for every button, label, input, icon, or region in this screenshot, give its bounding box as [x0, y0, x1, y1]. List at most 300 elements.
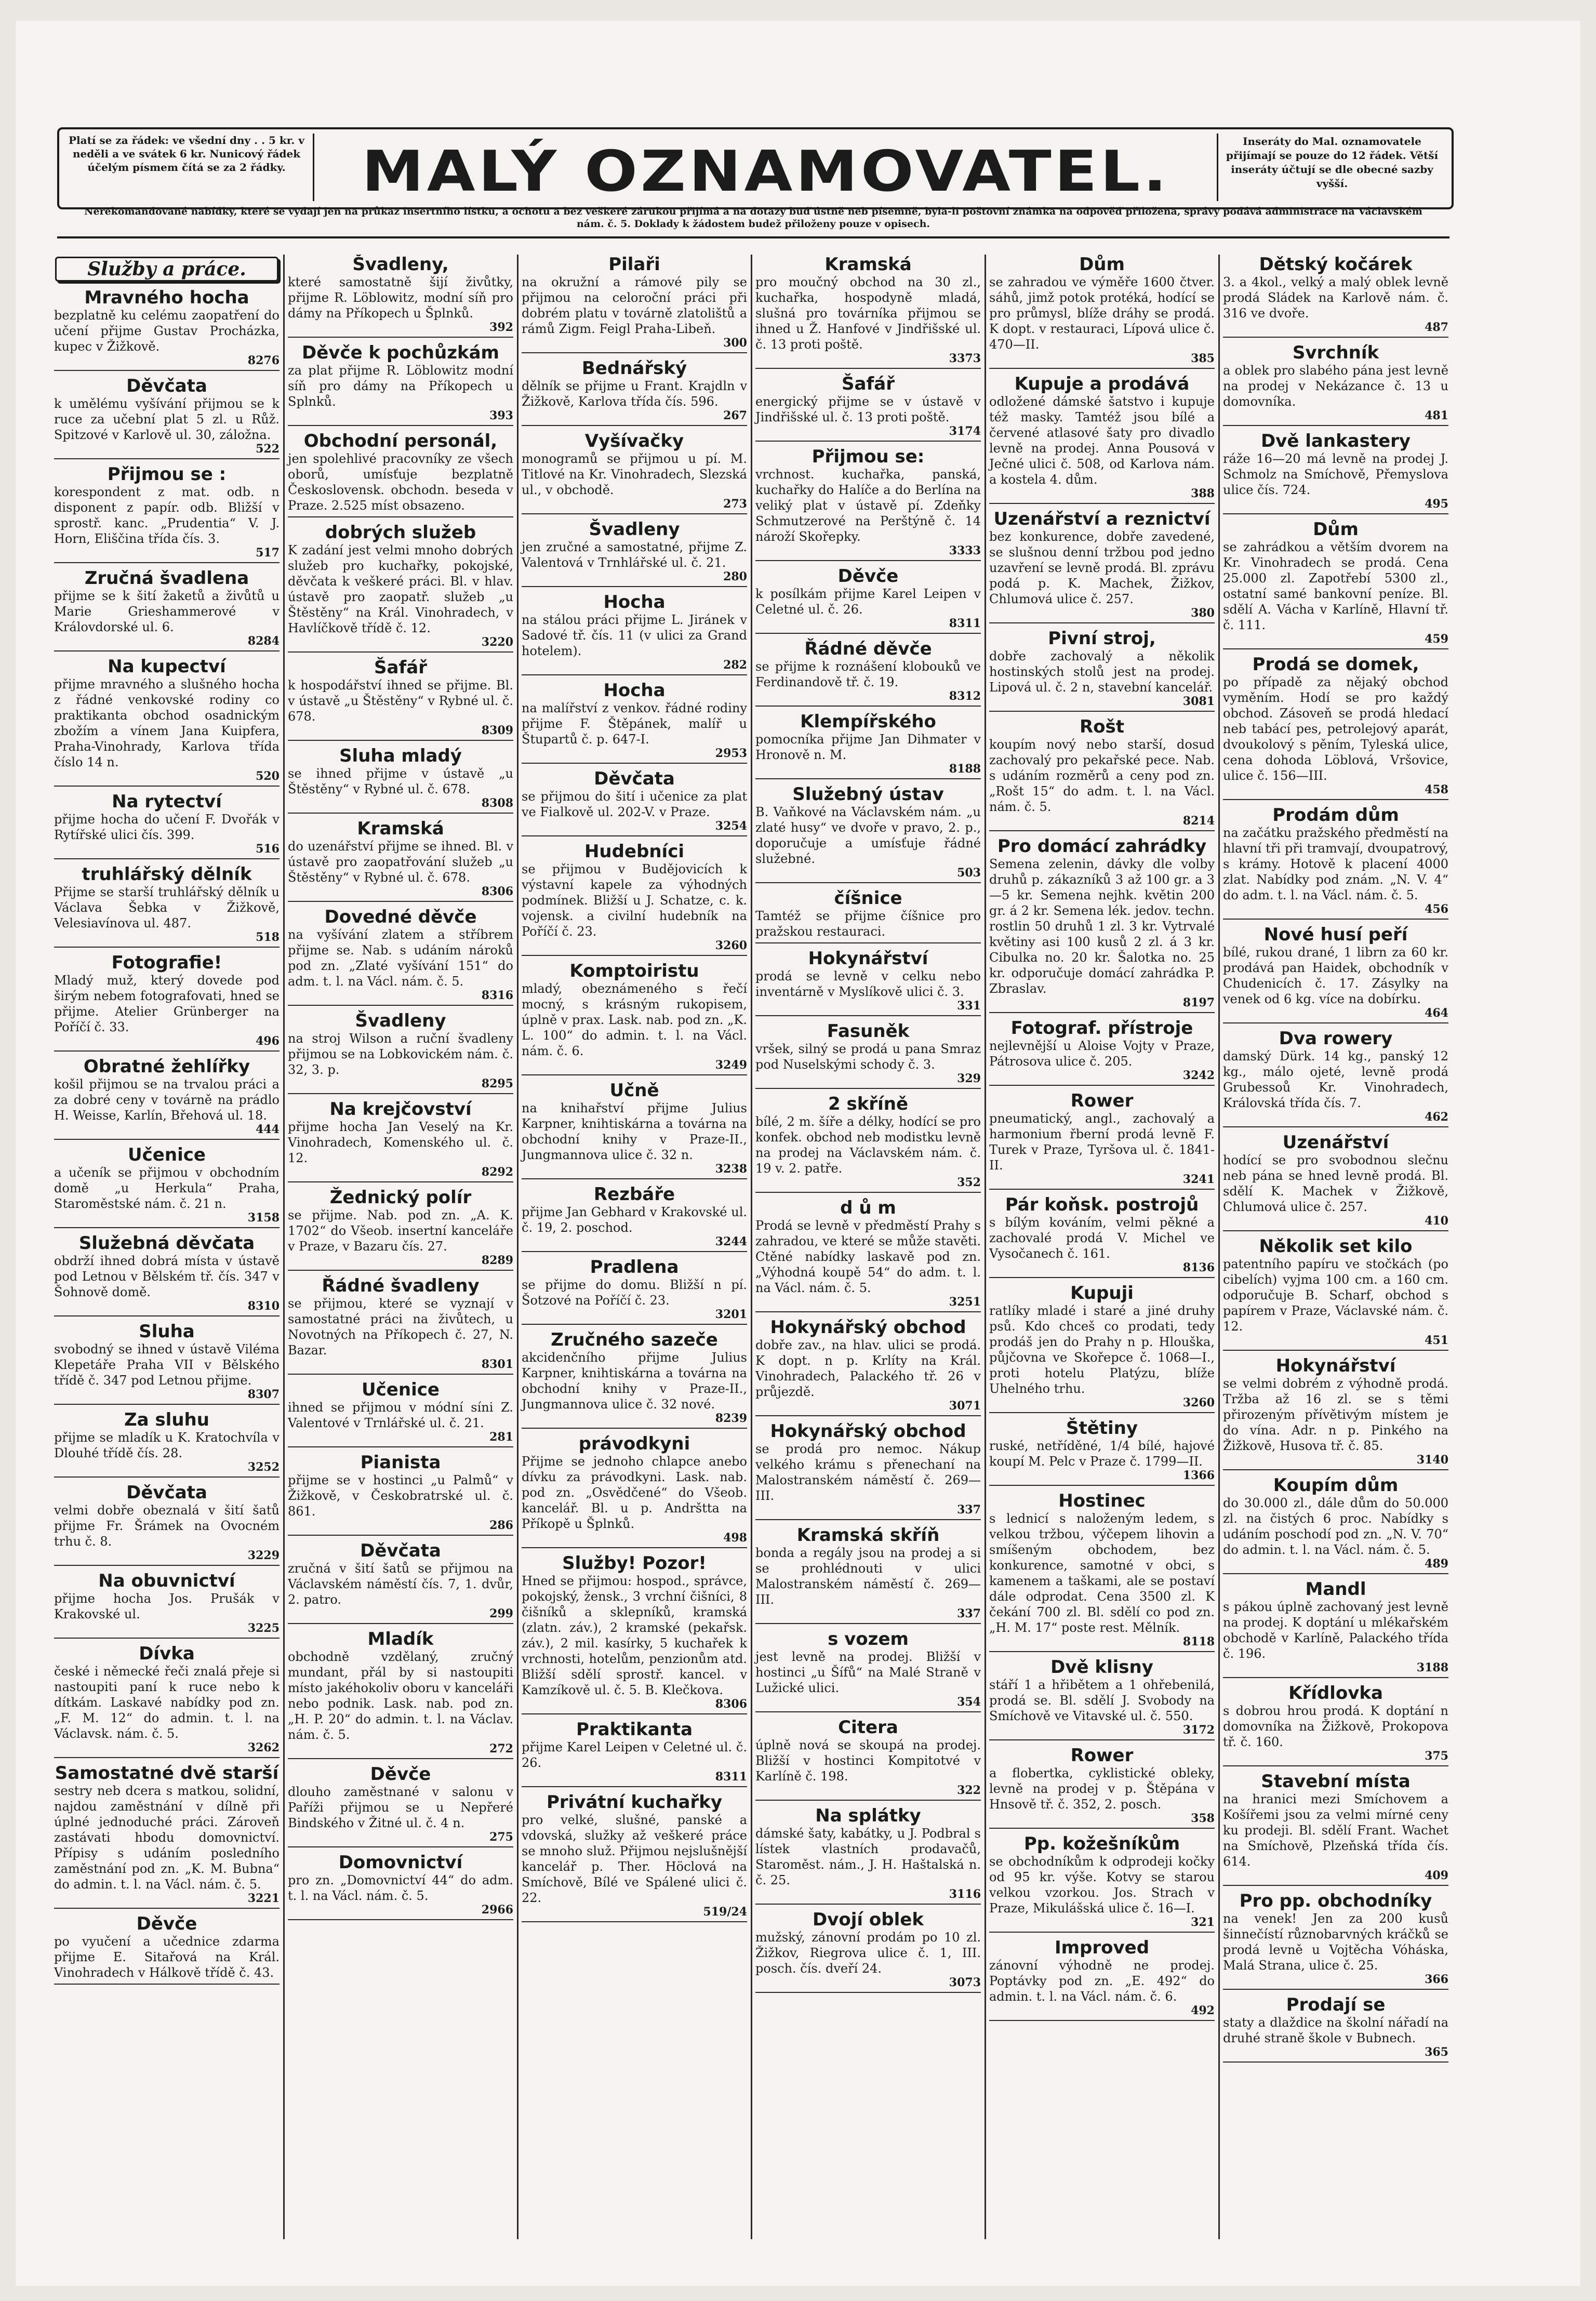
ad-body: jen spolehlivé pracovníky ze všech oborů, umísťuje bezplatně Československ. obchodn. beseda v Praze. 2.525 míst obsazeno. [288, 451, 513, 513]
ad-heading: Vyšívačky [584, 431, 684, 451]
classified-ad [288, 1011, 513, 1094]
ad-body: přijme Karel Leipen v Celetné ul. č. 26. [522, 1740, 747, 1770]
ad-heading: Na obuvnictví [98, 1571, 235, 1591]
ad-heading: Děvče [370, 1764, 431, 1785]
ad-number: 8214 [1182, 814, 1215, 828]
ad-heading: Řádné děvče [804, 639, 932, 659]
ad-number: 3071 [949, 1399, 981, 1413]
ad-heading: Hokynářský obchod [770, 1317, 966, 1338]
ad-heading: číšnice [834, 888, 902, 909]
classified-ad [288, 658, 513, 741]
ad-body: monogramů se přijmou u pí. M. Titlové na Kr. Vinohradech, Slezská ul., v obchodě. [522, 451, 747, 497]
ad-body: k posílkám přijme Karel Leipen v Celetné ul. č. 26. [755, 587, 981, 617]
ad-heading: Dětský kočárek [1259, 255, 1413, 275]
classified-ad [1223, 431, 1448, 514]
ad-heading: Dívka [139, 1643, 195, 1664]
classified-ad [1223, 255, 1448, 338]
classified-ad [1223, 1772, 1448, 1886]
ad-body: svobodný se ihned v ústavě Viléma Klepetáře Praha VII v Bělského třídě č. 347 pod Letnou přijme. [54, 1342, 280, 1388]
ad-body: Hned se přijmou: hospod., správce, pokojský, žensk., 3 vrchní čišníci, 8 čišníků a sklepníků, kramská (zlatn. záv.), 2 kramské (pekařsk. záv.), 2 mil. kasírky, 5 kuchařek k vrchnosti, hotelům, penzionům atd. Bližší sdělí sprostř. kancel. v Kamzíkově ul. č. 5. B. Klečkova. [522, 1574, 747, 1697]
ad-heading: Pp. kožešníkům [1023, 1833, 1180, 1854]
ad-number: 8311 [949, 617, 981, 630]
ad-heading: Pivní stroj, [1048, 628, 1156, 649]
ad-number: 8306 [481, 885, 513, 898]
ad-heading: Privátní kuchařky [546, 1792, 723, 1813]
classified-ad [989, 509, 1215, 623]
ad-number: 8292 [481, 1165, 513, 1179]
ad-body: na vyšívání zlatem a stříbrem přijme se. Nab. s udáním nároků pod zn. „Zlaté vyšívání 151“ do adm. t. l. na Václ. nám. č. 5. [288, 927, 513, 989]
classified-ad [989, 255, 1215, 369]
ad-heading: Přijmou se : [107, 464, 227, 485]
classified-ad [755, 566, 981, 634]
ad-heading: Hostinec [1058, 1491, 1146, 1511]
classified-ad [1223, 1683, 1448, 1766]
ad-number: 272 [489, 1742, 513, 1755]
ad-body: přijme hocha Jan Veselý na Kr. Vinohradech, Komenského ul. č. 12. [288, 1120, 513, 1165]
ad-heading: Služebný ústav [792, 784, 944, 805]
ad-heading: právodkyni [578, 1433, 690, 1454]
ad-body: stáří 1 a hřibětem a 1 ohřebenilá, prodá se. Bl. sdělí J. Svobody na Smíchově ve Vitavské ul. č. 550. [989, 1678, 1215, 1723]
ad-heading: Fotografie! [111, 952, 222, 973]
ad-body: koupím nový nebo starší, dosud zachovalý pro pekařské pece. Nab. s udáním rozměrů a ceny pod zn. „Rošt 15“ do adm. t. l. na Václ. nám. č. 5. [989, 737, 1215, 814]
ad-heading: 2 skříně [828, 1094, 909, 1114]
ad-heading: Dvojí oblek [813, 1909, 924, 1930]
ad-heading: Dovedné děvče [324, 907, 477, 927]
ad-heading: Kupuje a prodává [1014, 374, 1190, 394]
ad-number: 3242 [1182, 1069, 1215, 1082]
ad-heading: Dva rowery [1279, 1028, 1393, 1049]
classified-ad [54, 376, 280, 459]
ad-body: bonda a regály jsou na prodej a si se prohlédnouti v ulici Malostranském náměstí č. 269—III. [755, 1546, 981, 1607]
ad-number: 3081 [1182, 695, 1215, 708]
ad-heading: Domovnictví [338, 1852, 463, 1873]
column-rule [517, 255, 518, 2239]
ad-number: 3221 [247, 1892, 280, 1905]
ad-number: 2953 [715, 747, 747, 760]
masthead [57, 127, 1454, 209]
ad-heading: Uzenářství [1282, 1132, 1389, 1153]
ad-number: 519/24 [703, 1905, 747, 1919]
ad-heading: Švadleny [355, 1010, 446, 1031]
ad-body: přijme mravného a slušného hocha z řádné venkovské rodiny co praktikanta obchod osadnickým zbožím a vínem Jana Kuipfera, Praha-Vinohrady, Karlova třída číslo 14 n. [54, 677, 280, 769]
ad-body: energický přijme se v ústavě v Jindřišské ul. č. 13 proti poště. [755, 394, 981, 424]
ad-number: 8301 [481, 1358, 513, 1371]
ad-number: 393 [489, 409, 513, 422]
ad-heading: Fotograf. přístroje [1010, 1018, 1193, 1039]
classified-ad [1223, 1029, 1448, 1127]
ad-heading: Svrchník [1292, 342, 1379, 363]
ad-body: sestry neb dcera s matkou, solidní, najdou zaměstnání v dílně při úplné jednoduché práci. Zároveň zastávati hbodu domovnictví. Přípisy s udáním posledního zaměstnání pod zn. „K. M. Bubna“ do admin. t. l. na Václ. nám. č. 5. [54, 1784, 280, 1892]
ad-number: 451 [1425, 1334, 1448, 1347]
ad-body: se přijme do domu. Bližší n pí. Šotzové na Poříčí č. 23. [522, 1278, 747, 1308]
ad-number: 2966 [481, 1903, 513, 1917]
ad-body: na malířství z venkov. řádné rodiny přijme F. Štěpánek, malíř u Štupartů č. p. 647-I. [522, 701, 747, 747]
ad-column-5 [987, 255, 1217, 2239]
classified-ad [1223, 1356, 1448, 1470]
ad-body: a oblek pro slabého pána jest levně na prodej v Nekázance č. 13 u domovníka. [1223, 363, 1448, 409]
classified-ad [755, 1318, 981, 1416]
ad-heading: Služebná děvčata [78, 1233, 255, 1254]
ad-heading: s vozem [828, 1629, 909, 1650]
ad-body: vrchnost. kuchařka, panská, kuchařky do Halíče a do Berlína na veliký plat v ústavě pí. Zdeňky Schmutzerové na Perštýně č. 14 nároží Skořepky. [755, 467, 981, 544]
classified-ad [989, 1657, 1215, 1740]
ad-number: 8118 [1182, 1635, 1215, 1648]
classified-ad [1223, 1891, 1448, 1990]
classified-ad [288, 1541, 513, 1624]
ad-heading: Děvče k pochůzkám [302, 342, 499, 363]
ad-number: 331 [957, 999, 981, 1013]
classified-ad [755, 255, 981, 369]
classified-ad [989, 1746, 1215, 1829]
classified-ad [288, 523, 513, 653]
ad-heading: Služby! Pozor! [562, 1553, 707, 1574]
ad-body: jest levně na prodej. Bližší v hostinci „u Šífů“ na Malé Straně v Lužické ulici. [755, 1650, 981, 1695]
classified-ad [755, 712, 981, 779]
ad-number: 3140 [1416, 1453, 1448, 1467]
ad-number: 492 [1191, 2004, 1215, 2017]
classified-ad [522, 431, 747, 514]
ad-number: 8284 [247, 634, 280, 648]
classified-ad [522, 1330, 747, 1429]
classified-ad [1223, 520, 1448, 649]
classified-ad [54, 1233, 280, 1316]
ad-number: 3241 [1182, 1173, 1215, 1186]
ad-heading: Děvče [837, 566, 899, 587]
newspaper-section-title: MALÝ OZNAMOVATEL. [362, 139, 1170, 205]
ad-number: 388 [1191, 487, 1215, 500]
ad-body: k hospodářství ihned se přijme. Bl. v ústavě „u Štěstěny“ v Rybné ul. č. 678. [288, 678, 513, 724]
ad-number: 3260 [1182, 1396, 1215, 1409]
ad-number: 392 [489, 321, 513, 334]
classified-ad [54, 1145, 280, 1228]
ad-heading: Komptoiristu [569, 961, 699, 981]
ad-number: 267 [723, 409, 747, 422]
ad-body: bílé, 2 m. šíře a délky, hodící se pro konfek. obchod neb modistku levně na prodej na Václavském nám. č. 19 v. 2. patře. [755, 1114, 981, 1176]
ad-body: hodící se pro svobodnou slečnu neb pána se hned levně prodá. Bl. sdělí K. Machek v Žižkově, Chlumová ulice č. 257. [1223, 1153, 1448, 1214]
ad-body: zánovní výhodně ne prodej. Poptávky pod zn. „E. 492“ do admin. t. l. na Václ. nám. č. 6. [989, 1958, 1215, 2004]
ad-heading: Citera [838, 1717, 898, 1738]
ad-heading: Děvče [136, 1913, 197, 1934]
ad-number: 487 [1425, 321, 1448, 334]
ad-number: 522 [256, 442, 280, 456]
ad-heading: Učně [609, 1080, 659, 1101]
ad-number: 503 [957, 866, 981, 880]
ad-number: 358 [1191, 1812, 1215, 1825]
ad-heading: Hokynářství [808, 948, 928, 969]
ad-number: 3201 [715, 1308, 747, 1321]
ad-heading: Rower [1070, 1745, 1134, 1766]
ad-heading: Rezbáře [593, 1184, 675, 1205]
ad-number: 3116 [949, 1887, 981, 1901]
ad-body: a učeník se přijmou v obchodním domě „u Herkula“ Praha, Staroměstské nám. č. 21 n. [54, 1165, 280, 1211]
ad-body: české i německé řeči znalá přeje si nastoupiti paní k ruce nebo k dítkám. Laskavé nabídky pod zn. „F. M. 12“ do admin. t. l. na Václavsk. nám. č. 5. [54, 1664, 280, 1741]
ad-heading: Pro pp. obchodníky [1239, 1891, 1432, 1911]
ad-number: 8276 [247, 354, 280, 367]
classified-ad [1223, 805, 1448, 920]
ad-number: 456 [1425, 902, 1448, 916]
classified-ad [755, 1718, 981, 1801]
classified-ad [288, 431, 513, 517]
ad-number: 8307 [247, 1388, 280, 1401]
ad-body: které samostatně šijí živůtky, přijme R. Löblowitz, modní síň pro dámy na Příkopech u Šplnků. [288, 275, 513, 321]
classified-ad [989, 374, 1215, 504]
ad-heading: Mravného hocha [84, 287, 249, 308]
ad-body: Prodá se levně v předměstí Prahy s zahradou, ve které se může stavěti. Ctěné nabídky laskavě pod zn. „Výhodná koupě 54“ do adm. t. l. na Václ. nám. č. 5. [755, 1218, 981, 1295]
classified-ad [54, 568, 280, 651]
ad-body: pro zn. „Domovnictví 44“ do adm. t. l. na Václ. nám. č. 5. [288, 1873, 513, 1903]
ad-heading: Šafář [842, 374, 895, 394]
ad-heading: Uzenářství a reznictví [993, 509, 1211, 529]
masthead-divider-left [313, 134, 314, 201]
ad-heading: Stavební místa [1261, 1771, 1411, 1792]
classified-columns [52, 255, 1455, 2239]
classified-ad [54, 1914, 280, 1985]
ad-body: pro velké, slušné, panské a vdovská, služky až veškeré práce se mnoho služ. Přijmou nejslušnější kancelář p. Ther. Höclová na Smíchově, Bílé ve Spálené ulici č. 22. [522, 1813, 747, 1905]
classified-ad [288, 1853, 513, 1920]
ad-body: Přijme se jednoho chlapce anebo dívku za právodkyni. Lask. nab. pod zn. „Osvědčené“ do Všeob. kancelář. Bl. u p. Andrštta na Příkopě u Šplnků. [522, 1454, 747, 1531]
ad-body: damský Dürk. 14 kg., panský 12 kg., málo ojeté, levně prodá Grubessoů Kr. Vinohradech, Královská třída čís. 7. [1223, 1049, 1448, 1110]
ad-body: akcidenčního přijme Julius Karpner, knihtiskárna a továrna na obchodní knihy v Praze-II., Jungmannova ulice č. 32 nové. [522, 1350, 747, 1412]
ad-number: 300 [723, 336, 747, 350]
classified-ad [288, 1453, 513, 1536]
classified-ad [989, 629, 1215, 712]
ad-number: 329 [957, 1072, 981, 1085]
ad-body: za plat přijme R. Löblowitz modní síň pro dámy na Příkopech u Splnků. [288, 363, 513, 409]
ad-number: 517 [256, 546, 280, 560]
ad-column-2 [286, 255, 515, 2239]
ad-heading: Kramská skříň [796, 1525, 940, 1546]
column-rule [985, 255, 986, 2239]
ad-body: do uzenářství přijme se ihned. Bl. v ústavě pro zaopatřování služeb „u Štěstěny“ v Rybné ul. č. 678. [288, 839, 513, 885]
ad-heading: Kramská [357, 818, 444, 839]
ad-body: se ihned přijme v ústavě „u Štěstěny“ v Rybné ul. č. 678. [288, 766, 513, 796]
classified-ad [755, 639, 981, 707]
ad-heading: Šafář [374, 657, 427, 678]
ad-body: obdrží ihned dobrá místa v ústavě pod Letnou v Bělském tř. čís. 347 v Šohnově domě. [54, 1254, 280, 1299]
ad-heading: Samostatné dvě starší [55, 1763, 279, 1784]
ad-body: přijme hocha do učení F. Dvořák v Rytířské ulici čís. 399. [54, 812, 280, 842]
ad-body: 3. a 4kol., velký a malý oblek levně prodá Sládek na Karlově nám. č. 316 ve dvoře. [1223, 275, 1448, 321]
ad-body: po případě za nějaký obchod vyměním. Hodí se pro každý obchod. Zásoveň se prodá hledací neb tabácí pes, petrolejový aparát, dvoukolový s pěním, Tyleská ulice, cena dohoda Löblová, Vršovice, ulice č. 156—III. [1223, 675, 1448, 783]
classified-ad [989, 717, 1215, 831]
ad-body: pneumatický, angl., zachovalý a harmonium řberní prodá levně F. Turek v Praze, Tyršova ul. č. 1841-II. [989, 1111, 1215, 1173]
classified-ad [288, 746, 513, 814]
ad-body: k umělému vyšívání přijmou se k ruce za učební plat 5 zl. u Růž. Spitzové v Karlově ul. 30, záložna. [54, 396, 280, 442]
ad-number: 458 [1425, 783, 1448, 796]
ad-heading: Zručná švadlena [84, 568, 249, 589]
classified-ad [989, 1195, 1215, 1278]
ad-number: 8197 [1182, 996, 1215, 1009]
classified-ad [522, 1553, 747, 1714]
masthead-rule [57, 236, 1449, 238]
ad-number: 281 [489, 1430, 513, 1444]
classified-ad [989, 1491, 1215, 1652]
ad-number: 3252 [247, 1460, 280, 1474]
masthead-notice: Nerekomandované nabídky, které se vydají jen na průkaz insertního lístku, a ochotu a bez veškeré zárukou přijímá a na dotazy buď ústně neb písemně, byla-li poštovní známka na odpověď přiložena, správy podává administrace na Václavském nám. č. 5. Doklady k žádostem budež přiloženy pouze v opisech. [84, 206, 1422, 230]
ad-number: 337 [957, 1503, 981, 1517]
ad-heading: Dvě klisny [1050, 1657, 1153, 1678]
ad-body: přijme hocha Jos. Prušák v Krakovské ul. [54, 1591, 280, 1621]
ad-heading: Praktikanta [576, 1719, 693, 1740]
ad-number: 8295 [481, 1077, 513, 1090]
ad-number: 273 [723, 497, 747, 511]
ad-body: dělník se přijme u Frant. Krajdln v Žižkově, Karlova třída čís. 596. [522, 379, 747, 409]
ad-heading: Učenice [128, 1145, 206, 1165]
ad-heading: Sluha [139, 1321, 195, 1342]
classified-ad [522, 1081, 747, 1179]
classified-ad [1223, 1475, 1448, 1574]
ad-number: 354 [957, 1695, 981, 1709]
ad-number: 321 [1191, 1916, 1215, 1929]
ad-body: přijme Jan Gebhard v Krakovské ul. č. 19, 2. poschod. [522, 1205, 747, 1235]
ad-body: a flobertka, cyklistické obleky, levně na prodej v p. Štěpána v Hnsově tř. č. 352, 2. posch. [989, 1766, 1215, 1812]
ad-number: 462 [1425, 1110, 1448, 1124]
classified-ad [54, 657, 280, 787]
ad-number: 8239 [715, 1412, 747, 1425]
ad-body: s bílým kováním, velmi pěkné a zachovalé prodá V. Michel ve Vysočanech č. 161. [989, 1215, 1215, 1261]
ad-number: 516 [256, 842, 280, 856]
classified-ad [522, 358, 747, 426]
ad-number: 3373 [949, 352, 981, 365]
ad-body: dobře zachovalý a několik hostinských stolů jest na prodej. Lipová ul. č. 2 n, stavební kancelář. [989, 649, 1215, 695]
ad-number: 3188 [1416, 1661, 1448, 1674]
ad-body: na okružní a rámové pily se přijmou na celoroční práci při dobrém platu v továrně zlatolištů a rámů Zigm. Feigl Praha-Libeň. [522, 275, 747, 336]
ad-heading: Mandl [1305, 1579, 1366, 1600]
ad-heading: Děvčata [126, 376, 207, 396]
ad-body: obchodně vzdělaný, zručný mundant, přál by si nastoupiti místo jakéhokoliv oboru v kanceláři nebo podnik. Lask. nab. pod zn. „H. P. 20“ do admin. t. l. na Václav. nám. č. 5. [288, 1650, 513, 1742]
ad-body: se přijmou, které se vyznají v samostatné práci na živůtech, u Novotných na Příkopech č. 27, N. Bazar. [288, 1296, 513, 1358]
ad-heading: Štětiny [1066, 1418, 1138, 1439]
ad-number: 380 [1191, 606, 1215, 620]
ad-body: přijme se v hostinci „u Palmů“ v Žižkově, v Českobratrské ul. č. 861. [288, 1473, 513, 1519]
classified-ad [54, 1571, 280, 1639]
ad-number: 1366 [1182, 1469, 1215, 1482]
ad-heading: Řádné švadleny [322, 1275, 480, 1296]
price-box-left: Platí se za řádek: ve všední dny . . 5 kr. v neděli a ve svátek 6 kr. Nunicový řádek účelým písmem čítá se za 2 řádky. [69, 134, 304, 174]
classified-ad [1223, 1579, 1448, 1678]
ad-heading: Na krejčovství [329, 1099, 472, 1120]
ad-heading: Obchodní personál, [303, 431, 498, 451]
ad-body: na stroj Wilson a ruční švadleny přijmou se na Lobkovickém nám. č. 32, 3. p. [288, 1031, 513, 1077]
ad-heading: Na splátky [815, 1805, 921, 1826]
ad-heading: Klempířského [800, 711, 936, 732]
ad-body: přijme se mladík u K. Kratochvíla v Dlouhé třídě čís. 28. [54, 1430, 280, 1460]
ad-number: 3254 [715, 819, 747, 833]
classified-ad [54, 288, 280, 371]
classified-ad [288, 907, 513, 1006]
ad-number: 8312 [949, 689, 981, 703]
classified-ad [54, 864, 280, 948]
ad-heading: Hocha [603, 680, 666, 701]
classified-ad [755, 374, 981, 442]
masthead-divider-right [1217, 134, 1218, 201]
ad-heading: Rower [1070, 1090, 1134, 1111]
ad-body: patentního papíru ve stočkách (po cibelích) vyjma 100 cm. a 160 cm. odporučuje B. Scharf, obchod s papírem v Praze, Václavské nám. č. 12. [1223, 1257, 1448, 1334]
classified-ad [522, 769, 747, 836]
classified-ad [522, 1257, 747, 1325]
ad-body: zručná v šití šatů se přijmou na Václavském náměstí čís. 7, 1. dvůr, 2. patro. [288, 1561, 513, 1607]
ad-body: na knihařství přijme Julius Karpner, knihtiskárna a továrna na obchodní knihy v Praze-II., Jungmannova ulice č. 32 n. [522, 1101, 747, 1162]
ad-number: 520 [256, 769, 280, 783]
ad-body: na venek! Jen za 200 kusů šinnečístí různobarvných kráčků se prodá levně u Vojtěcha Vóháska, Malá Strana, ulice č. 25. [1223, 1911, 1448, 1973]
classified-ad [755, 1525, 981, 1624]
ad-heading: Na rytectví [112, 791, 222, 812]
ad-number: 496 [256, 1034, 280, 1048]
ad-body: Mladý muž, který dovede pod širým nebem fotografovati, hned se přijme. Atelier Grünberger na Poříčí č. 33. [54, 973, 280, 1034]
ad-body: po vyučení a učednice zdarma přijme E. Sitařová na Král. Vinohradech v Hálkově třídě č. 43. [54, 1934, 280, 1980]
ad-heading: Přijmou se: [812, 446, 925, 467]
ad-body: s dobrou hrou prodá. K doptání n domovníka na Žižkově, Prokopova tř. č. 160. [1223, 1704, 1448, 1749]
ad-body: ihned se přijmou v módní síni Z. Valentové v Trnlářské ul. č. 21. [288, 1400, 513, 1430]
ad-heading: Děvčata [360, 1540, 441, 1561]
classified-ad [54, 1322, 280, 1405]
classified-ad [989, 1938, 1215, 2021]
ad-heading: Dvě lankastery [1260, 431, 1411, 451]
classified-ad [1223, 1133, 1448, 1231]
ad-body: se přijme. Nab. pod zn. „A. K. 1702“ do Všeob. insertní kanceláře v Praze, v Bazaru čís. 27. [288, 1208, 513, 1254]
ad-number: 366 [1425, 1973, 1448, 1986]
ad-body: se zahradou ve výměře 1600 čtver. sáhů, jimž potok protéká, hodící se pro průmysl, blíže dráhy se prodá. K dopt. v restauraci, Lípová ulice č. 470—II. [989, 275, 1215, 352]
classified-ad [54, 1483, 280, 1566]
ad-number: 459 [1425, 632, 1448, 646]
classified-ad [755, 1910, 981, 1993]
ad-number: 495 [1425, 497, 1448, 511]
ad-body: se velmi dobrém z výhodně prodá. Tržba až 16 zl. se s těmi přirozeným přívětivým místem je do vína. Adr. n p. Pinkého na Žižkově, Husova tř. č. 85. [1223, 1376, 1448, 1453]
ad-heading: Koupím dům [1273, 1475, 1399, 1496]
ad-body: se přijmou do šití i učenice za plat ve Fialkově ul. 202-V. v Praze. [522, 789, 747, 819]
ad-number: 3220 [481, 635, 513, 649]
ad-number: 275 [489, 1830, 513, 1844]
classified-ad [288, 255, 513, 338]
classified-ad [288, 1276, 513, 1375]
ad-number: 280 [723, 570, 747, 583]
classified-ad [54, 1057, 280, 1140]
ad-heading: truhlářský dělník [82, 864, 252, 885]
classified-ad [522, 1720, 747, 1787]
ad-number: 8306 [715, 1697, 747, 1711]
classified-ad [54, 792, 280, 859]
ad-body: vršek, silný se prodá u pana Smraz pod Nuselskými schody č. 3. [755, 1042, 981, 1072]
ad-number: 286 [489, 1519, 513, 1532]
ad-number: 8289 [481, 1254, 513, 1267]
classified-ad [288, 1380, 513, 1447]
ad-heading: Pro domácí zahrádky [997, 836, 1207, 857]
classified-ad [989, 1418, 1215, 1486]
ad-body: nejlevnější u Aloise Vojty v Praze, Pátrosova ulice č. 205. [989, 1039, 1215, 1069]
ad-number: 8309 [481, 724, 513, 737]
ad-heading: Za sluhu [124, 1409, 209, 1430]
ad-body: Tamtéž se přijme číšnice pro pražskou restauraci. [755, 909, 981, 939]
ad-number: 481 [1425, 409, 1448, 422]
ad-number: 8308 [481, 796, 513, 810]
ad-body: dobře zav., na hlav. ulici se prodá. K dopt. n p. Krlíty na Král. Vinohradech, Palackého tř. 26 v průjezdě. [755, 1338, 981, 1399]
classified-ad [1223, 655, 1448, 800]
ad-heading: d ů m [840, 1198, 896, 1218]
ad-heading: Švadleny [589, 519, 680, 540]
ad-number: 8188 [949, 762, 981, 776]
ad-heading: Prodám dům [1272, 805, 1399, 826]
ad-number: 3238 [715, 1162, 747, 1176]
ad-number: 498 [723, 1531, 747, 1545]
ad-heading: Fasuněk [827, 1021, 910, 1042]
ad-number: 464 [1425, 1006, 1448, 1020]
ad-heading: Hokynářský obchod [770, 1421, 966, 1442]
ad-heading: Křídlovka [1288, 1683, 1383, 1704]
classified-ad [522, 681, 747, 764]
price-box-right: Inseráty do Mal. oznamovatele přijímají se pouze do 12 řádek. Větší inseráty účtují se dle obecné sazby vyšší. [1226, 135, 1439, 190]
ad-heading: Na kupectví [108, 656, 226, 677]
ad-heading: Prodají se [1286, 1994, 1386, 2015]
